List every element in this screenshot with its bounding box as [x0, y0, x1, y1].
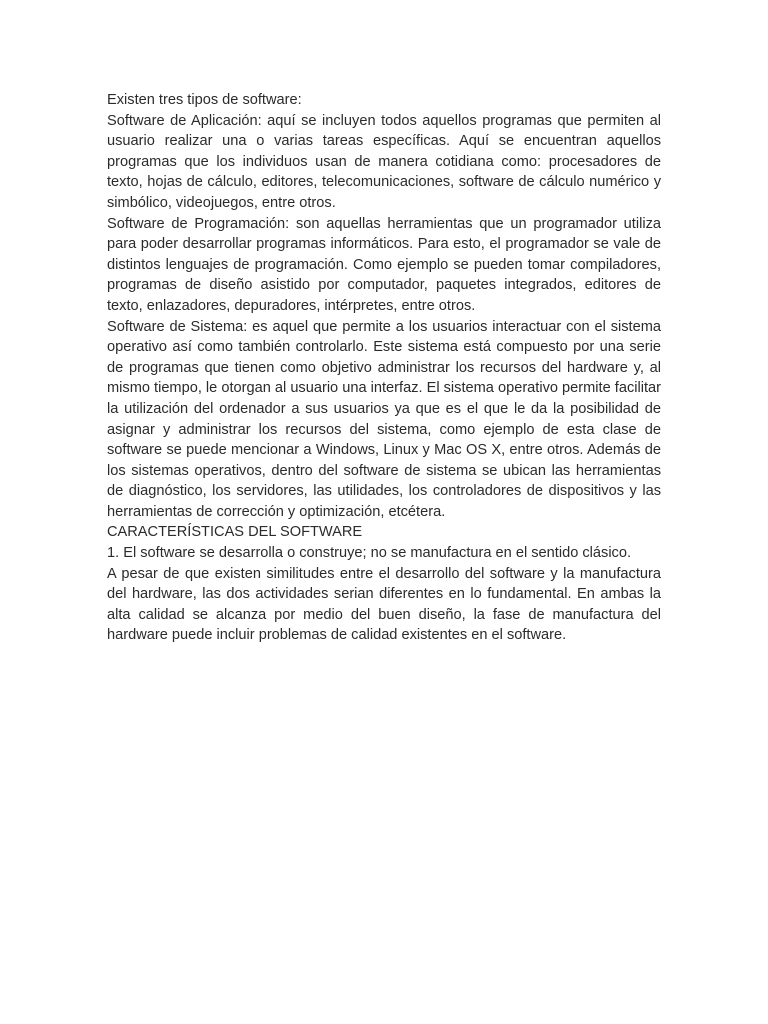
document-body: [107, 90, 661, 646]
paragraph-software-aplicacion: Software de Aplicación: aquí se incluyen todos aquellos programas que permiten al usuario realizar una o varias tareas específicas. Aquí se encuentran aquellos programas que los individuos usan de manera cotidiana como: procesadores de texto, hojas de cálculo, editores, telecomunicaciones, software de cálculo numérico y simbólico, videojuegos, entre otros.: [107, 112, 661, 211]
section-heading-caracteristicas: CARACTERÍSTICAS DEL SOFTWARE: [107, 524, 363, 541]
paragraph-software-sistema: Software de Sistema: es aquel que permite a los usuarios interactuar con el sistema operativo así como también controlarlo. Este sistema está compuesto por una serie de programas que tienen como objetivo administrar los recursos del hardware y, al mismo tiempo, le otorgan al usuario una interfaz. El sistema operativo permite facilitar la utilización del ordenador a sus usuarios ya que es el que le da la posibilidad de asignar y administrar los recursos del sistema, como ejemplo de esta clase de software se puede mencionar a Windows, Linux y Mac OS X, entre otros. Además de los sistemas operativos, dentro del software de sistema se ubican las herramientas de diagnóstico, los servidores, las utilidades, los controladores de dispositivos y las herramientas de corrección y optimización, etcétera.: [107, 318, 661, 520]
paragraph-software-programacion: Software de Programación: son aquellas herramientas que un programador utiliza para poder desarrollar programas informáticos. Para esto, el programador se vale de distintos lenguajes de programación. Como ejemplo se pueden tomar compiladores, programas de diseño asistido por computador, paquetes integrados, editores de texto, enlazadores, depuradores, intérpretes, entre otros.: [107, 215, 661, 314]
list-item-1: 1. El software se desarrolla o construye; no se manufactura en el sentido clásico.: [107, 545, 632, 562]
intro-line: Existen tres tipos de software:: [107, 92, 302, 108]
paragraph-manufactura: A pesar de que existen similitudes entre el desarrollo del software y la manufactura del hardware, las dos actividades serian diferentes en lo fundamental. En ambas la alta calidad se alcanza por medio del buen diseño, la fase de manufactura del hardware puede incluir problemas de calidad existentes en el software.: [107, 565, 661, 644]
